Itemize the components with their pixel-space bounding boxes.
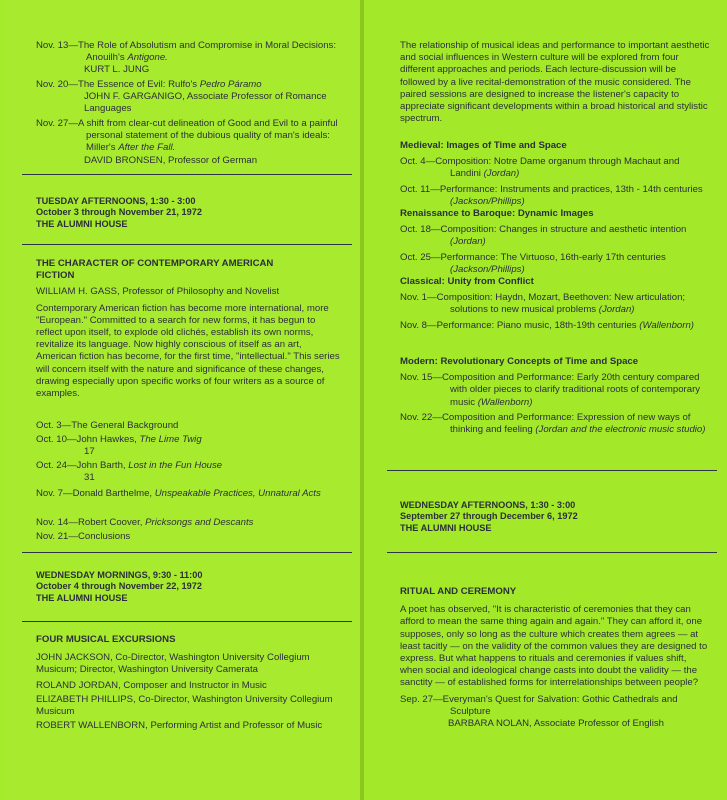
course-description: The relationship of musical ideas and performance to important aesthetic and social influences in Western culture will be explored from four different approaches and periods. Each lecture-discussion will be followed by a live recital-demonstration of the music considered. The paired sessions are designed to increase the listener's capacity to appreciate significant developments within a broad historical and stylistic spectrum.	[400, 40, 710, 125]
schedule-dates: September 27 through December 6, 1972	[400, 511, 578, 522]
session-topic: —Performance: The Virtuoso, 16th-early 17th centuries	[430, 251, 666, 263]
session-date: Nov. 15	[400, 372, 433, 384]
schedule-wednesday-afternoon	[400, 500, 710, 534]
lecture-nov13: Nov. 13—The Role of Absolutism and Compromise in Moral Decisions: Anouilh's Antigone. KURT L. JUNG	[36, 40, 344, 77]
session-presenter: (Jackson/Phillips)	[450, 195, 525, 207]
session-item	[36, 420, 344, 432]
session-date: Oct. 25	[400, 251, 431, 263]
work-title: The Lime Twig	[139, 434, 202, 445]
session-presenter: (Jordan)	[483, 168, 520, 180]
schedule-venue: THE ALUMNI HOUSE	[400, 522, 492, 533]
session-date: Nov. 7	[36, 488, 64, 499]
schedule-time: WEDNESDAY AFTERNOONS, 1:30 - 3:00	[400, 500, 576, 510]
course-ritual-ceremony	[400, 586, 710, 730]
session-topic: —Performance: Piano music, 18th-19th centuries	[427, 319, 640, 331]
divider	[22, 621, 352, 622]
lecturer: DAVID BRONSEN, Professor of German	[84, 154, 258, 166]
lecture-nov20: Nov. 20—The Essence of Evil: Rulfo's Pedro Páramo JOHN F. GARGANIGO, Associate Professor of Romance Languages	[36, 79, 344, 116]
session-topic: —Composition: Changes in structure and aesthetic intention	[430, 224, 687, 236]
session-topic: —Everyman's Quest for Salvation: Gothic Cathedrals and Sculpture	[433, 693, 678, 717]
session-date: Oct. 11	[400, 183, 431, 195]
course-musical-excursions	[36, 634, 344, 732]
schedule-dates: October 3 through November 21, 1972	[36, 207, 202, 218]
schedule-dates: October 4 through November 22, 1972	[36, 581, 202, 592]
instructor: ROBERT WALLENBORN, Performing Artist and Professor of Music	[36, 720, 323, 732]
session-topic: —Composition and Performance: Early 20th century compared with older pieces to clarify traditional roots of contemporary music	[432, 372, 701, 408]
session-presenter: (Jordan and the electronic music studio)	[535, 424, 706, 436]
session-note: 31	[84, 472, 95, 484]
divider	[387, 470, 717, 471]
course-description: Contemporary American fiction has become more international, more "European." Committed to a search for new forms, it has begun to reflect upon itself, to explode old clichés, establish its own norms, revitalize its language. Now highly conscious of itself as an art, American fiction has become, for the first time, "intellectual." This series will concern itself with the nature and significance of these changes, drawing especially upon specific works of four writers as a source of examples.	[36, 302, 340, 400]
page-fold	[360, 0, 364, 800]
section-medieval	[400, 140, 710, 208]
work-title: Pedro Páramo	[199, 79, 262, 90]
lecture-date: Nov. 20	[36, 79, 69, 90]
course-title: FOUR MUSICAL EXCURSIONS	[36, 634, 176, 645]
session-item	[36, 460, 344, 484]
session-topic: —Composition and Performance: Expression of new ways of thinking and feeling	[432, 411, 691, 436]
session-date: Nov. 8	[400, 319, 428, 331]
session-topic: —John Barth,	[66, 460, 129, 471]
session-topic: —Composition: Notre Dame organum through Machaut and Landini	[425, 156, 680, 180]
schedule-tuesday	[36, 196, 344, 230]
session-note: 17	[84, 446, 95, 458]
session-date: Oct. 24	[36, 460, 67, 471]
session-presenter: (Wallenborn)	[639, 319, 694, 331]
divider	[22, 174, 352, 175]
session-date: Nov. 14	[36, 517, 69, 528]
schedule-venue: THE ALUMNI HOUSE	[36, 592, 128, 603]
schedule-time: TUESDAY AFTERNOONS, 1:30 - 3:00	[36, 196, 196, 206]
section-modern	[400, 356, 710, 436]
session-date: Oct. 3	[36, 420, 62, 431]
course-title: RITUAL AND CEREMONY	[400, 586, 517, 597]
music-course-intro	[400, 40, 710, 125]
session-presenter: (Wallenborn)	[477, 396, 533, 408]
session-item	[36, 531, 344, 543]
section-heading: Classical: Unity from Conflict	[400, 276, 534, 287]
session-date: Sep. 27	[400, 693, 434, 705]
divider	[387, 552, 717, 553]
session-date: Oct. 10	[36, 434, 67, 445]
instructor: ELIZABETH PHILLIPS, Co-Director, Washington University Collegium Musicum	[36, 693, 333, 718]
work-title: Antigone.	[127, 52, 168, 64]
course-american-fiction	[36, 258, 344, 400]
session-topic: —Composition: Haydn, Mozart, Beethoven: New articulation; solutions to new musical problems	[427, 292, 686, 316]
lecture-topic: The Role of Absolutism and Compromise in Moral Decisions: Anouilh's	[77, 40, 337, 64]
session-topic: —Performance: Instruments and practices, 13th - 14th centuries	[430, 183, 703, 195]
session-topic: —Conclusions	[68, 531, 131, 542]
session-presenter: (Jordan)	[450, 236, 486, 248]
divider	[22, 552, 352, 553]
session-topic: —John Hawkes,	[66, 434, 140, 445]
lecture-topic: A shift from clear-cut delineation of Good and Evil to a painful personal statement of the dubious quality of man's ideals: Miller's	[77, 118, 338, 154]
session-item	[36, 488, 344, 500]
session-date: Nov. 1	[400, 292, 428, 304]
section-heading: Medieval: Images of Time and Space	[400, 140, 567, 151]
session-item	[36, 434, 344, 458]
session-date: Nov. 22	[400, 411, 433, 423]
section-heading: Renaissance to Baroque: Dynamic Images	[400, 208, 594, 219]
section-heading: Modern: Revolutionary Concepts of Time and Space	[400, 356, 639, 367]
work-title: After the Fall.	[118, 142, 176, 154]
lecture-date: Nov. 27	[36, 118, 69, 129]
session-date: Oct. 4	[400, 156, 426, 168]
work-title: Lost in the Fun House	[128, 460, 223, 471]
lecture-nov27: Nov. 27—A shift from clear-cut delineation of Good and Evil to a painful personal statement of the dubious quality of man's ideals: Miller's After the Fall. DAVID BRONSEN, Professor of German	[36, 118, 344, 167]
section-classical	[400, 276, 710, 332]
section-renaissance	[400, 208, 710, 276]
lecturer: JOHN F. GARGANIGO, Associate Professor of Romance Languages	[84, 91, 327, 115]
instructor: ROLAND JORDAN, Composer and Instructor in Music	[36, 679, 267, 691]
session-topic: —The General Background	[61, 420, 179, 431]
session-presenter: (Jordan)	[598, 304, 635, 316]
session-presenter: (Jackson/Phillips)	[450, 263, 525, 275]
schedule-wednesday-morning	[36, 570, 344, 604]
lecture-date: Nov. 13	[36, 40, 69, 51]
work-title: Pricksongs and Descants	[145, 517, 254, 528]
session-topic: —Donald Barthelme,	[63, 488, 155, 499]
instructor: JOHN JACKSON, Co-Director, Washington University Collegium Musicum; Director, Washington University Camerata	[36, 652, 310, 676]
schedule-time: WEDNESDAY MORNINGS, 9:30 - 11:00	[36, 570, 203, 580]
session-item	[36, 517, 344, 529]
divider	[22, 244, 352, 245]
work-title: Unspeakable Practices, Unnatural Acts	[154, 488, 321, 499]
session-date: Oct. 18	[400, 224, 431, 236]
course-title: THE CHARACTER OF CONTEMPORARY AMERICAN FICTION	[36, 258, 274, 282]
lecture-topic: The Essence of Evil: Rulfo's	[77, 79, 200, 90]
instructor: WILLIAM H. GASS, Professor of Philosophy and Novelist	[36, 286, 280, 298]
course-description: A poet has observed, "It is characteristic of ceremonies that they can afford to mean the same thing again and again." They can afford it, one supposes, only so long as the culture which creates them agrees — at least tacitly — on the validity of the common values they are designed to express. But what happens to rituals and ceremonies if values shift, when social and ideological change casts into doubt the validity — the sanctity — of established forms for interrelationships between people?	[400, 604, 708, 689]
schedule-venue: THE ALUMNI HOUSE	[36, 218, 128, 229]
lecturer: BARBARA NOLAN, Associate Professor of English	[448, 718, 664, 730]
session-date: Nov. 21	[36, 531, 69, 542]
session-topic: —Robert Coover,	[68, 517, 146, 528]
lecturer: KURT L. JUNG	[84, 64, 150, 76]
